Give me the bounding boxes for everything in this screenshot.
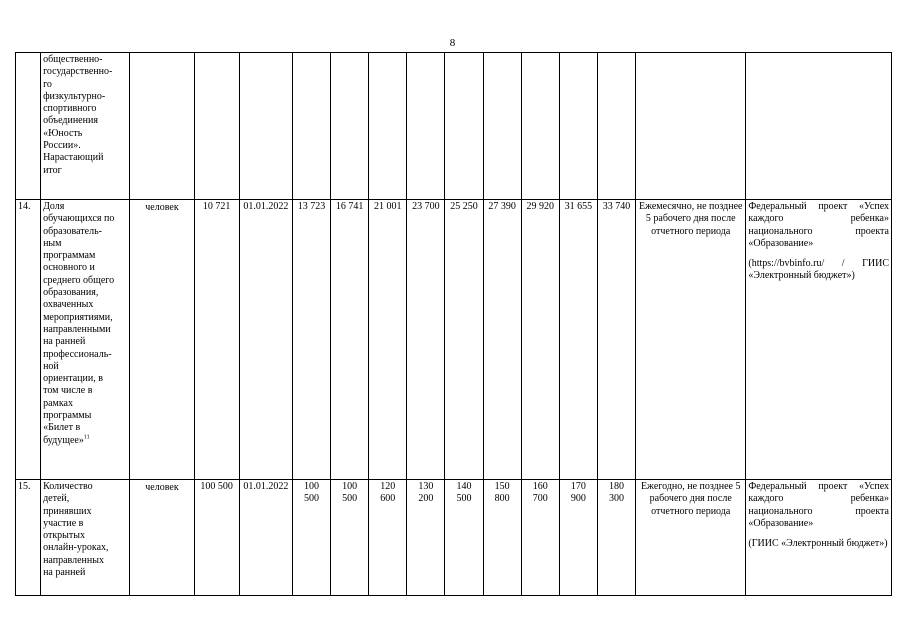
- year-value: 100 500: [303, 481, 319, 505]
- indicator-name-line: программам: [43, 250, 96, 262]
- year-value-cell: [483, 480, 521, 596]
- indicator-name-line: ной: [43, 360, 59, 372]
- year-value-cell: [292, 480, 330, 596]
- indicator-name-line: детей,: [43, 493, 70, 505]
- indicator-name: [41, 200, 130, 480]
- indicator-name-line: общественно-: [43, 54, 103, 65]
- source-cell: [746, 200, 892, 480]
- year-value-cell: [292, 53, 330, 200]
- source-cell: [746, 480, 892, 596]
- source-note: (https://bvbinfo.ru/ / ГИИС «Электронный бюджет»): [748, 258, 889, 282]
- year-value-cell: 21 001: [369, 200, 407, 480]
- table-row: [16, 200, 892, 480]
- indicator-name-line: среднего общего: [43, 274, 115, 286]
- indicator-name-line: ориентации, в: [43, 373, 103, 385]
- indicator-name-line: на ранней: [43, 567, 86, 579]
- table-row: [16, 480, 892, 596]
- indicators-table: [15, 52, 892, 596]
- indicator-name-line: Количество: [43, 481, 93, 492]
- year-value-cell: 23 700: [407, 200, 445, 480]
- indicator-name-line: том числе в: [43, 385, 93, 397]
- indicator-name-line: «Билет в: [43, 422, 81, 434]
- indicator-name-line: объединения: [43, 115, 98, 127]
- unit-cell: [130, 53, 194, 200]
- year-value-cell: [559, 53, 597, 200]
- year-value-cell: [331, 53, 369, 200]
- year-value-cell: [369, 53, 407, 200]
- unit-cell: человек: [130, 480, 194, 596]
- year-value-cell: 33 740: [597, 200, 635, 480]
- year-value-cell: 31 655: [559, 200, 597, 480]
- indicator-name: [41, 53, 130, 200]
- page-number: 8: [449, 37, 456, 49]
- year-value-cell: [559, 480, 597, 596]
- year-value: 180 300: [608, 481, 624, 505]
- year-value: 100 500: [342, 481, 358, 505]
- indicator-name-line: ным: [43, 237, 62, 249]
- year-value: 160 700: [532, 481, 548, 505]
- indicator-name-line: физкультурно-: [43, 90, 106, 102]
- year-value-cell: [369, 480, 407, 596]
- periodicity-cell: [636, 53, 746, 200]
- source-text: Федеральный проект «Успех каждого ребенка» национального проекта «Образование»: [748, 481, 889, 529]
- indicator-name-line: будущее»$^{11}$: [43, 434, 90, 446]
- year-value-cell: 16 741: [331, 200, 369, 480]
- year-value: 130 200: [418, 481, 434, 505]
- indicator-name-line: направленными: [43, 323, 111, 335]
- indicator-name-line: охваченных: [43, 299, 94, 311]
- year-value-cell: 25 250: [445, 200, 483, 480]
- year-value-cell: [445, 53, 483, 200]
- base-date-cell: 01.01.2022: [239, 480, 292, 596]
- base-value-cell: 10 721: [194, 200, 239, 480]
- year-value-cell: [407, 480, 445, 596]
- indicator-name-line: России».: [43, 140, 81, 152]
- year-value: 120 600: [380, 481, 396, 505]
- indicator-name-line: участие в: [43, 517, 84, 529]
- row-number: 15.: [16, 480, 41, 596]
- indicator-name-line: «Юность: [43, 127, 83, 139]
- indicator-name-line: образования,: [43, 287, 99, 299]
- indicator-name-line: рамках: [43, 397, 73, 409]
- indicator-name-line: обучающихся по: [43, 213, 115, 225]
- indicator-name-line: го: [43, 78, 52, 90]
- unit-cell: человек: [130, 200, 194, 480]
- indicator-name-line: профессиональ-: [43, 348, 112, 360]
- year-value-cell: 13 723: [292, 200, 330, 480]
- year-value-cell: 29 920: [521, 200, 559, 480]
- year-value-cell: [483, 53, 521, 200]
- row-number: [16, 53, 41, 200]
- base-value-cell: [194, 53, 239, 200]
- indicator-name-line: государственно-: [43, 66, 113, 78]
- year-value: 140 500: [456, 481, 472, 505]
- base-value-cell: 100 500: [194, 480, 239, 596]
- indicator-name-line: Нарастающий: [43, 152, 104, 164]
- base-date-cell: [239, 53, 292, 200]
- table-row: [16, 53, 892, 200]
- year-value-cell: [407, 53, 445, 200]
- indicator-name-line: Доля: [43, 201, 65, 212]
- indicator-name-line: открытых: [43, 530, 85, 542]
- indicator-name-line: мероприятиями,: [43, 311, 113, 323]
- year-value-cell: [445, 480, 483, 596]
- base-date-cell: 01.01.2022: [239, 200, 292, 480]
- indicator-name-line: онлайн-уроках,: [43, 542, 109, 554]
- row-number: 14.: [16, 200, 41, 480]
- year-value-cell: [521, 480, 559, 596]
- source-note: (ГИИС «Электронный бюджет»): [748, 538, 888, 550]
- indicator-name-line: направленных: [43, 554, 104, 566]
- periodicity-cell: Ежемесячно, не позднее 5 рабочего дня после отчетного периода: [636, 200, 746, 480]
- year-value-cell: [521, 53, 559, 200]
- year-value-cell: [597, 53, 635, 200]
- year-value-cell: 27 390: [483, 200, 521, 480]
- indicator-name-line: программы: [43, 410, 92, 422]
- year-value: 150 800: [494, 481, 510, 505]
- indicator-name-line: итог: [43, 164, 62, 176]
- year-value: 170 900: [570, 481, 586, 505]
- periodicity-cell: Ежегодно, не позднее 5 рабочего дня после отчетного периода: [636, 480, 746, 596]
- indicator-name-line: принявших: [43, 505, 92, 517]
- source-text: Федеральный проект «Успех каждого ребенка» национального проекта «Образование»: [748, 201, 889, 249]
- indicator-name-line: на ранней: [43, 336, 86, 348]
- indicator-name-line: основного и: [43, 262, 95, 274]
- source-cell: [746, 53, 892, 200]
- year-value-cell: [331, 480, 369, 596]
- indicator-name: [41, 480, 130, 596]
- indicator-name-line: образователь-: [43, 225, 102, 237]
- indicator-name-line: спортивного: [43, 103, 97, 115]
- footnote-mark: 11: [83, 434, 90, 441]
- year-value-cell: [597, 480, 635, 596]
